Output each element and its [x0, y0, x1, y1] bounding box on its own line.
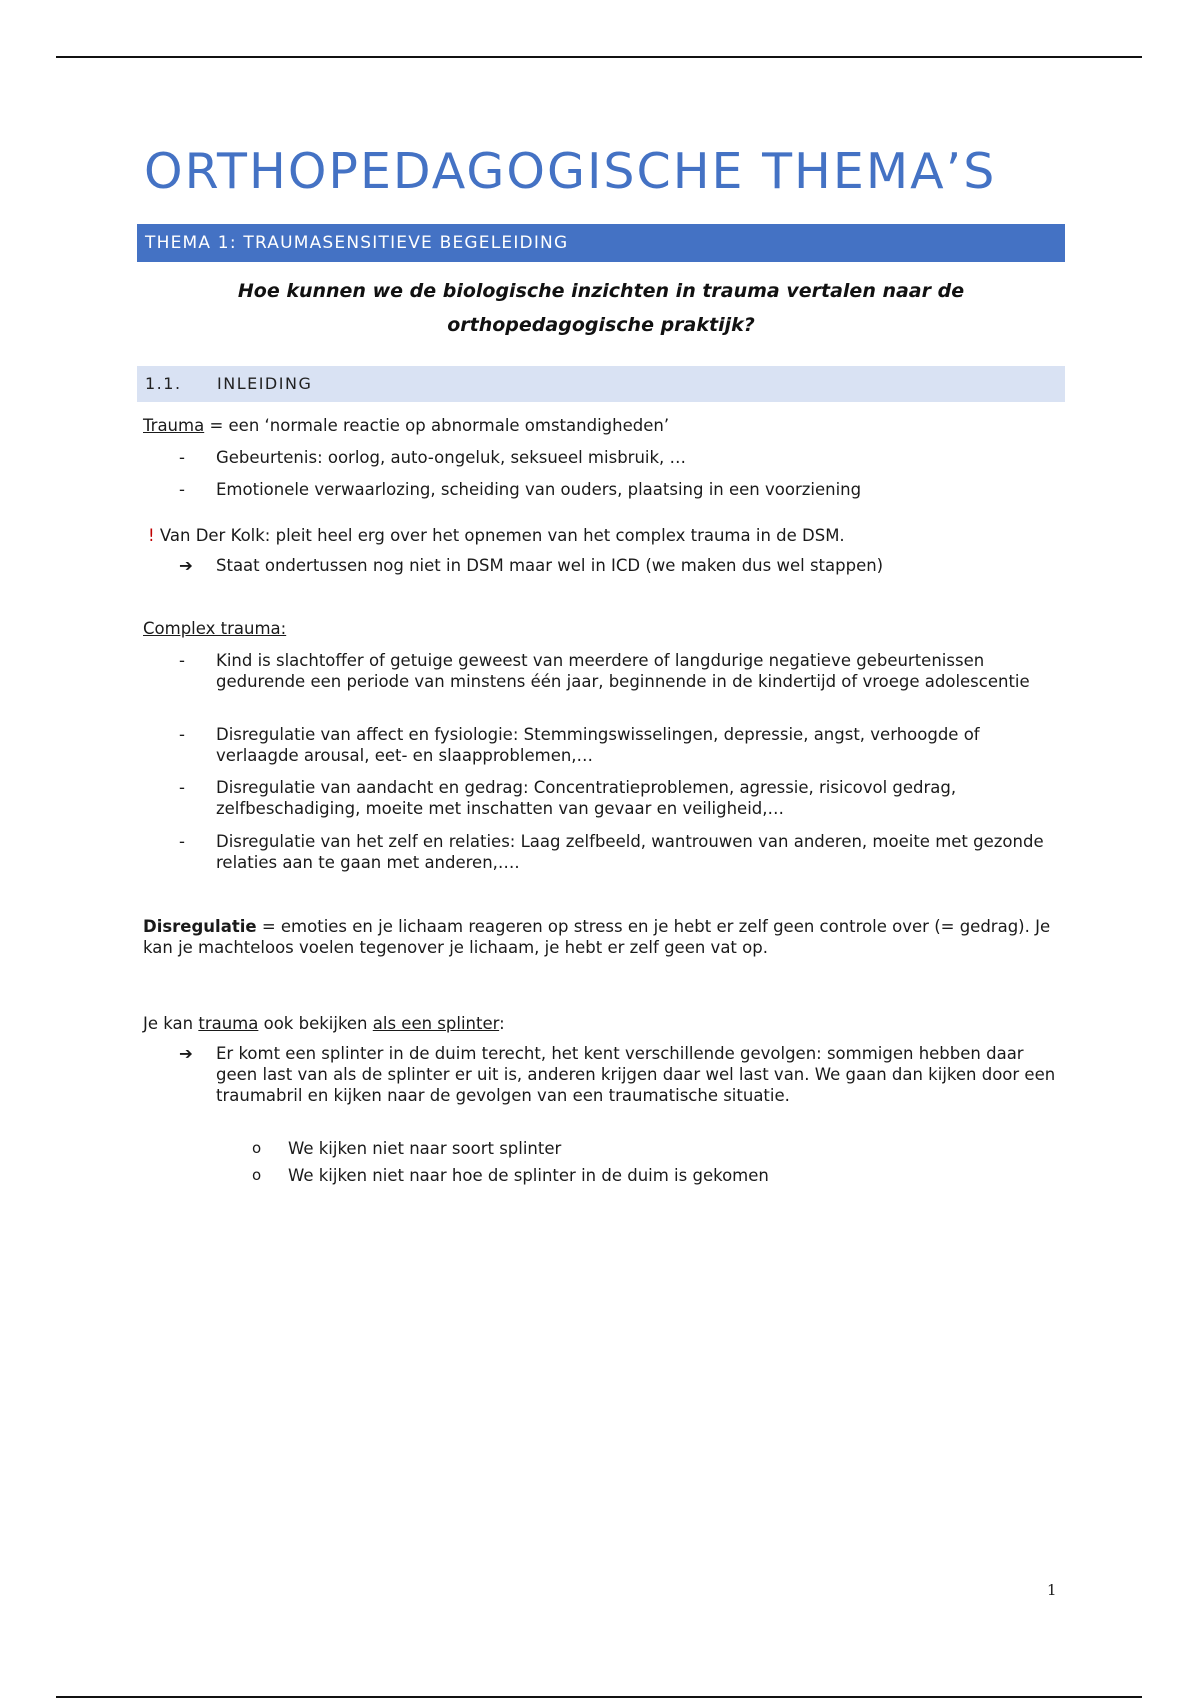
circle-bullet-icon: o — [252, 1166, 262, 1184]
splinter-trauma-term: trauma — [198, 1014, 259, 1033]
circle-bullet-icon: o — [252, 1139, 262, 1157]
exclamation-icon: ! — [148, 526, 155, 545]
trauma-term: Trauma — [143, 416, 205, 435]
splinter-intro-part: : — [499, 1014, 505, 1033]
trauma-definition-text: = een ‘normale reactie op abnormale omstandigheden’ — [204, 416, 670, 435]
theme-heading: THEMA 1: TRAUMASENSITIEVE BEGELEIDING — [137, 224, 1065, 262]
arrow-icon: ➔ — [179, 556, 193, 575]
bullet-dash: - — [179, 832, 185, 851]
section-title: INLEIDING — [217, 374, 313, 393]
splinter-arrow-item: Er komt een splinter in de duim terecht, het kent verschillende gevolgen: sommigen hebben daar geen last van als de splinter er uit is, anderen krijgen daar wel last van. We gaan dan kijken door een traumabril en kijken naar de gevolgen van een traumatische situatie. — [216, 1044, 1056, 1105]
note-arrow-item: Staat ondertussen nog niet in DSM maar wel in ICD (we maken dus wel stappen) — [216, 556, 884, 575]
bullet-dash: - — [179, 448, 185, 467]
header-rule — [56, 56, 1142, 58]
document-title: ORTHOPEDAGOGISCHE THEMA’S — [144, 143, 997, 200]
trauma-definition — [143, 415, 1063, 436]
bullet-dash: - — [179, 778, 185, 797]
bullet-dash: - — [179, 725, 185, 744]
bullet-dash: - — [179, 651, 185, 670]
central-question: Hoe kunnen we de biologische inzichten in trauma vertalen naar de orthopedagogische praktijk? — [237, 280, 965, 336]
list-item: Disregulatie van het zelf en relaties: Laag zelfbeeld, wantrouwen van anderen, moeite met gezonde relaties aan te gaan met anderen,…. — [216, 832, 1044, 872]
list-item: Emotionele verwaarlozing, scheiding van ouders, plaatsing in een voorziening — [216, 480, 862, 499]
list-item: Kind is slachtoffer of getuige geweest van meerdere of langdurige negatieve gebeurtenissen gedurende een periode van minstens één jaar, beginnende in de kindertijd of vroege adolescentie — [216, 651, 1030, 691]
complex-trauma-heading: Complex trauma: — [143, 619, 287, 638]
list-item: Disregulatie van affect en fysiologie: Stemmingswisselingen, depressie, angst, verhoogde of verlaagde arousal, eet- en slaapproblemen,… — [216, 725, 980, 765]
note-text: Van Der Kolk: pleit heel erg over het opnemen van het complex trauma in de DSM. — [154, 526, 845, 545]
page-number: 1 — [1047, 1581, 1057, 1599]
list-item: Gebeurtenis: oorlog, auto-ongeluk, seksueel misbruik, … — [216, 448, 687, 467]
note-line — [148, 525, 1068, 546]
splinter-intro-part: ook bekijken — [258, 1014, 373, 1033]
disregulatie-term: Disregulatie — [143, 917, 257, 936]
splinter-intro-part: Je kan — [143, 1014, 199, 1033]
bullet-dash: - — [179, 480, 185, 499]
section-heading — [137, 366, 1065, 402]
list-item: Disregulatie van aandacht en gedrag: Concentratieproblemen, agressie, risicovol gedrag, zelfbeschadiging, moeite met inschatten van gevaar en veiligheid,… — [216, 778, 957, 818]
disregulatie-text: = emoties en je lichaam reageren op stress en je hebt er zelf geen controle over (= gedrag). Je kan je machteloos voelen tegenover je lichaam, je hebt er zelf geen vat op. — [143, 917, 1051, 957]
arrow-icon: ➔ — [179, 1044, 193, 1063]
splinter-intro — [143, 1013, 1063, 1034]
sub-list-item: We kijken niet naar soort splinter — [288, 1139, 562, 1158]
disregulatie-definition — [143, 916, 1063, 958]
section-number: 1.1. — [145, 374, 182, 393]
sub-list-item: We kijken niet naar hoe de splinter in de duim is gekomen — [288, 1166, 769, 1185]
footer-rule — [56, 1696, 1142, 1698]
splinter-term: als een splinter — [372, 1014, 500, 1033]
